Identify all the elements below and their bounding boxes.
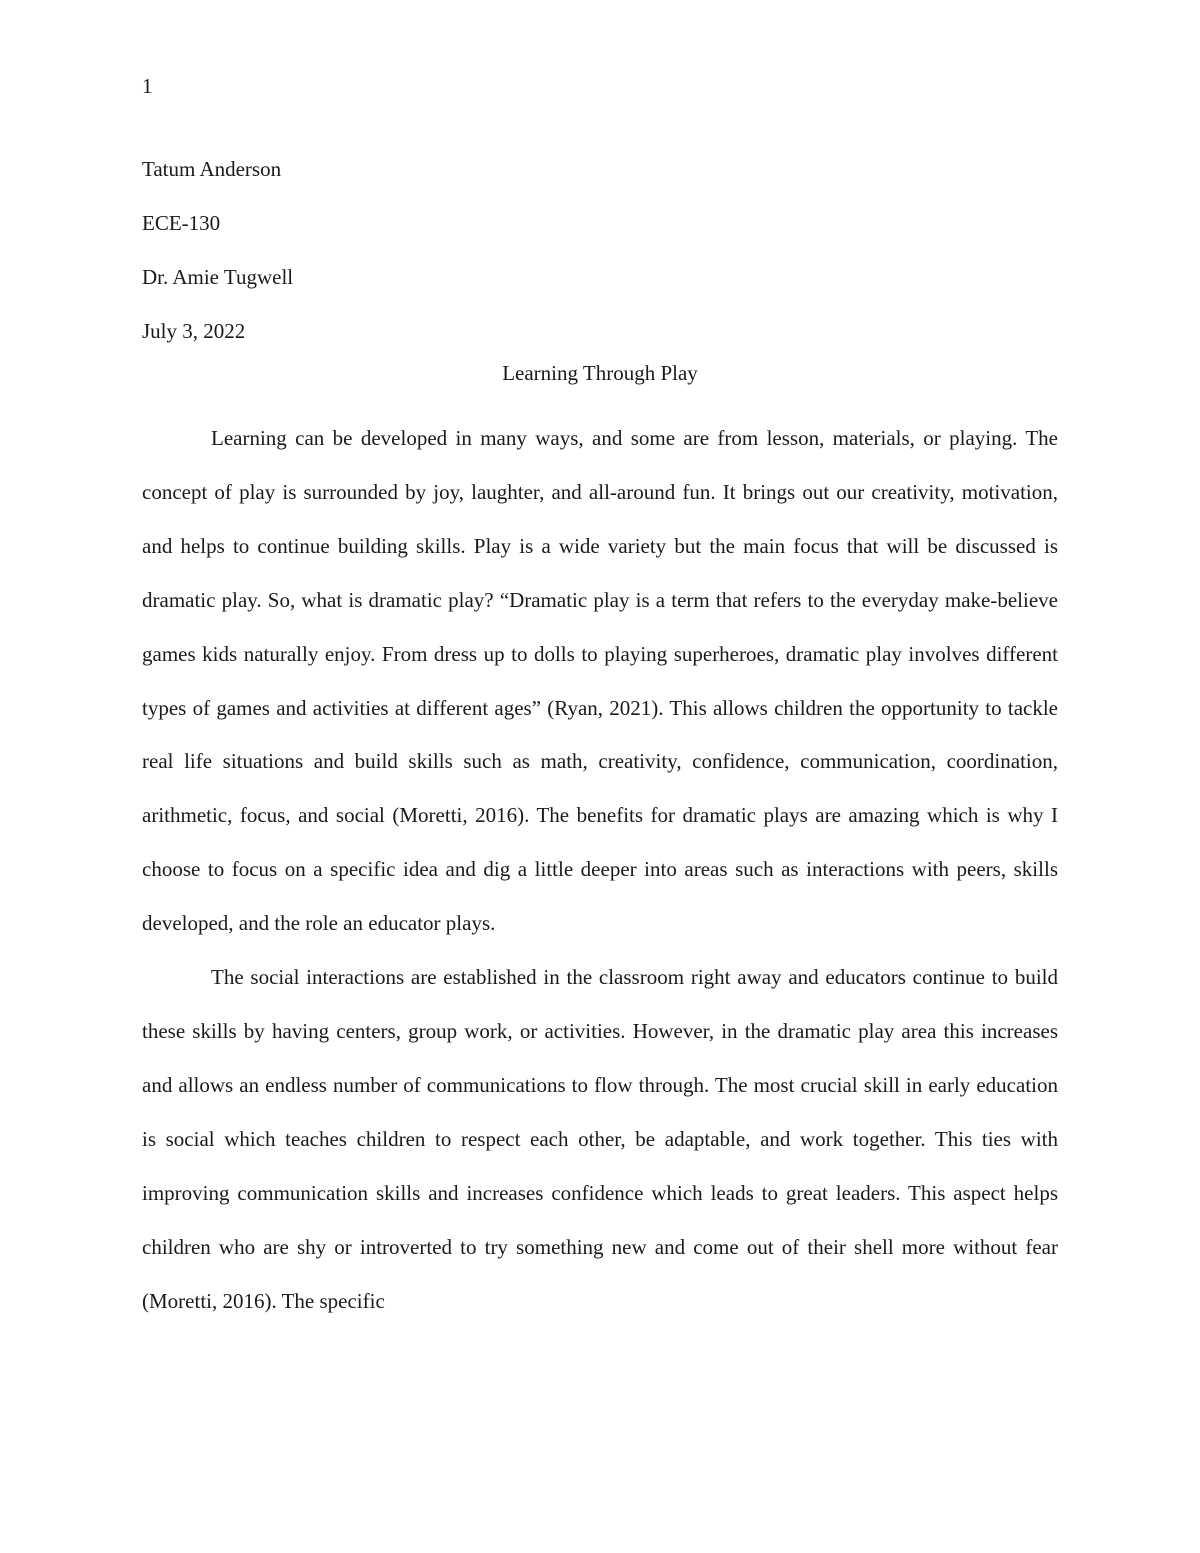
- page-number: 1: [142, 74, 153, 98]
- paragraph-2: The social interactions are established in the classroom right away and educators continue to build these skills by having centers, group work, or activities. However, in the dramatic play area this increases and allows an endless number of communications to flow through. The most crucial skill in early education is social which teaches children to respect each other, be adaptable, and work together. This ties with improving communication skills and increases confidence which leads to great leaders. This aspect helps children who are shy or introverted to try something new and come out of their shell more without fear (Moretti, 2016). The specific: [142, 965, 1058, 1313]
- essay-body: [142, 412, 1058, 1328]
- instructor-name: Dr. Amie Tugwell: [142, 265, 294, 289]
- essay-date: July 3, 2022: [142, 319, 246, 343]
- mla-heading: [142, 142, 1058, 358]
- paragraph-1: Learning can be developed in many ways, and some are from lesson, materials, or playing. The concept of play is surrounded by joy, laughter, and all-around fun. It brings out our creativity, motivation, and helps to continue building skills. Play is a wide variety but the main focus that will be discussed is dramatic play. So, what is dramatic play? “Dramatic play is a term that refers to the everyday make-believe games kids naturally enjoy. From dress up to dolls to playing superheroes, dramatic play involves different types of games and activities at different ages” (Ryan, 2021). This allows children the opportunity to tackle real life situations and build skills such as math, creativity, confidence, communication, coordination, arithmetic, focus, and social (Moretti, 2016). The benefits for dramatic plays are amazing which is why I choose to focus on a specific idea and dig a little deeper into areas such as interactions with peers, skills developed, and the role an educator plays.: [142, 426, 1058, 936]
- course-code: ECE-130: [142, 211, 221, 235]
- essay-title: Learning Through Play: [502, 361, 698, 385]
- author-name: Tatum Anderson: [142, 157, 282, 181]
